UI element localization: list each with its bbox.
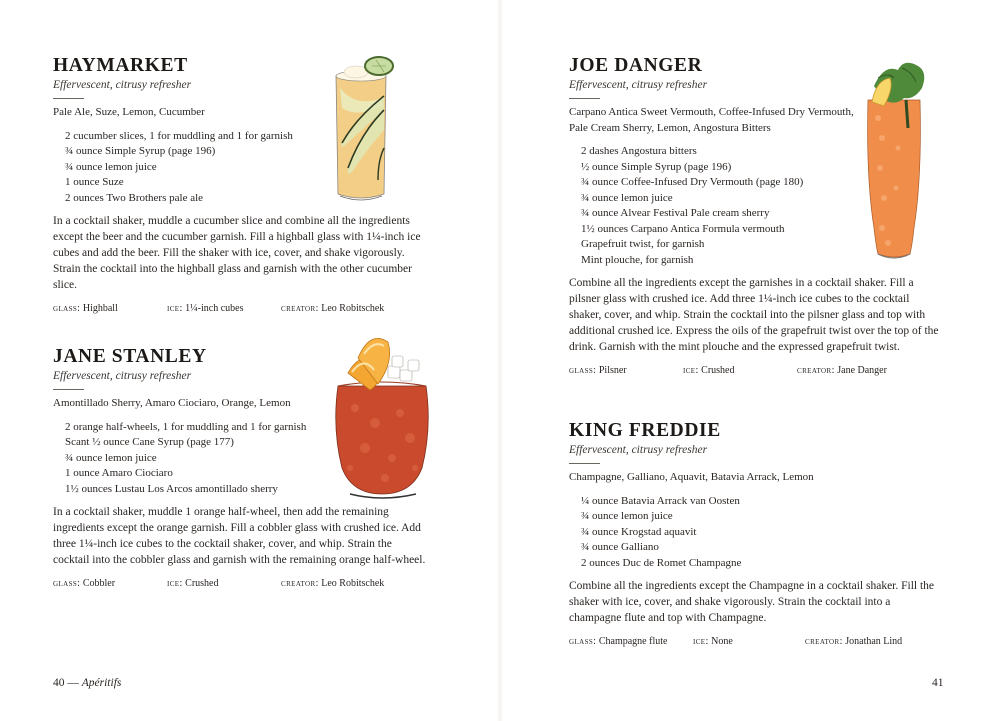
ingredient-item: Grapefruit twist, for garnish bbox=[581, 238, 705, 250]
ingredient-item: ¾ ounce Alvear Festival Pale cream sherry bbox=[581, 207, 770, 219]
recipe-tagline: Pale Ale, Suze, Lemon, Cucumber bbox=[53, 106, 205, 118]
recipe-subtitle: Effervescent, citrusy refresher bbox=[569, 444, 708, 456]
creator-info bbox=[281, 302, 384, 315]
ingredient-item: 2 cucumber slices, 1 for muddling and 1 for garnish bbox=[65, 129, 293, 142]
ice-info bbox=[167, 302, 281, 315]
recipe-meta bbox=[569, 364, 941, 377]
glass-label: glass: bbox=[53, 303, 81, 314]
ingredient-item: 1½ ounces Lustau Los Arcos amontillado sherry bbox=[65, 482, 278, 495]
ice-label: ice: bbox=[167, 303, 183, 314]
divider bbox=[569, 463, 600, 464]
recipe-tagline: Carpano Antica Sweet Vermouth, Coffee-Infused Dry Vermouth, Pale Cream Sherry, Lemon, Angostura Bitters bbox=[569, 106, 854, 134]
folio-separator: — bbox=[67, 677, 79, 689]
recipe-meta bbox=[569, 635, 941, 648]
recipe-tagline: Champagne, Galliano, Aquavit, Batavia Arrack, Lemon bbox=[569, 471, 814, 483]
recipe-subtitle: Effervescent, citrusy refresher bbox=[53, 370, 192, 382]
ingredient-item: 2 dashes Angostura bitters bbox=[581, 145, 697, 157]
divider bbox=[53, 98, 84, 99]
cobbler-glass-orange-illustration bbox=[330, 328, 435, 500]
recipe-subtitle: Effervescent, citrusy refresher bbox=[53, 79, 192, 91]
ice-value: Crushed bbox=[701, 365, 735, 376]
glass-label: glass: bbox=[53, 578, 81, 589]
ingredient-item: ¾ ounce lemon juice bbox=[65, 160, 157, 173]
ice-info bbox=[683, 364, 797, 377]
page-number-left bbox=[53, 677, 121, 689]
recipe-king-freddie bbox=[569, 420, 941, 648]
ingredient-item: 2 ounces Duc de Romet Champagne bbox=[581, 556, 742, 569]
folio-number: 40 bbox=[53, 677, 65, 689]
recipe-title: KING FREDDIE bbox=[569, 420, 721, 441]
ingredient-item: 1 ounce Amaro Ciociaro bbox=[65, 467, 173, 479]
ice-value: 1¼-inch cubes bbox=[185, 303, 244, 314]
ingredient-item: ¾ ounce lemon juice bbox=[581, 510, 673, 522]
recipe-method: In a cocktail shaker, muddle a cucumber slice and combine all the ingredients except the beer and the cucumber garnish. Fill a highball glass with 1¼-inch ice cubes and add the beer. Fill the shaker with ice, cover, and shake vigorously. Strain the cocktail into the highball glass and garnish with the other cucumber slice. bbox=[53, 215, 421, 291]
ingredient-item: Scant ½ ounce Cane Syrup (page 177) bbox=[65, 436, 234, 448]
ingredient-item: 1 ounce Suze bbox=[65, 176, 124, 188]
glass-value: Highball bbox=[82, 303, 118, 314]
highball-glass-cucumber-illustration bbox=[326, 48, 396, 206]
ice-info bbox=[167, 577, 281, 590]
ingredient-item: 1½ ounces Carpano Antica Formula vermouth bbox=[581, 222, 785, 235]
ice-label: ice: bbox=[693, 636, 709, 647]
ingredient-item: 2 ounces Two Brothers pale ale bbox=[65, 191, 204, 204]
creator-label: creator: bbox=[281, 578, 319, 589]
ice-value: Crushed bbox=[185, 578, 219, 589]
creator-value: Leo Robitschek bbox=[321, 303, 385, 314]
ingredient-list bbox=[581, 494, 941, 572]
ice-label: ice: bbox=[167, 578, 183, 589]
divider bbox=[569, 98, 600, 99]
creator-info bbox=[797, 364, 887, 377]
recipe-method: In a cocktail shaker, muddle 1 orange half-wheel, then add the remaining ingredients except the orange garnish. Fill a cobbler glass with crushed ice. Add three 1¼-inch ice cubes to the cocktail shaker, cover, and whip. Strain the cocktail into the cobbler glass and garnish with the remaining orange half-wheel. bbox=[53, 506, 426, 566]
glass-info bbox=[53, 302, 167, 315]
creator-label: creator: bbox=[805, 636, 843, 647]
glass-value: Pilsner bbox=[598, 365, 627, 376]
recipe-title: HAYMARKET bbox=[53, 55, 188, 76]
ice-info bbox=[693, 635, 805, 648]
page-number-right bbox=[932, 677, 944, 689]
recipe-subtitle: Effervescent, citrusy refresher bbox=[569, 79, 708, 91]
glass-value: Cobbler bbox=[82, 578, 116, 589]
pilsner-glass-mint-illustration bbox=[858, 58, 930, 263]
recipe-method: Combine all the ingredients except the Champagne in a cocktail shaker. Fill the shaker with ice, cover, and shake vigorously. Strain the cocktail into a champagne flute and top with Champagne. bbox=[569, 580, 935, 624]
ingredient-item: ½ ounce Simple Syrup (page 196) bbox=[581, 160, 732, 173]
ingredient-item: ¾ ounce lemon juice bbox=[581, 191, 673, 204]
folio-number: 41 bbox=[932, 677, 944, 689]
folio-section: Apéritifs bbox=[81, 677, 122, 689]
creator-value: Jane Danger bbox=[837, 365, 887, 376]
creator-label: creator: bbox=[281, 303, 319, 314]
ingredient-item: ¼ ounce Batavia Arrack van Oosten bbox=[581, 494, 740, 507]
recipe-meta bbox=[53, 302, 428, 315]
recipe-tagline: Amontillado Sherry, Amaro Ciociaro, Orange, Lemon bbox=[53, 397, 291, 409]
ingredient-item: ¾ ounce lemon juice bbox=[65, 451, 157, 464]
divider bbox=[53, 389, 84, 390]
recipe-title: JANE STANLEY bbox=[53, 346, 207, 367]
glass-info bbox=[53, 577, 167, 590]
ingredient-item: ¾ ounce Galliano bbox=[581, 541, 659, 553]
creator-value: Leo Robitschek bbox=[321, 578, 385, 589]
ingredient-item: 2 orange half-wheels, 1 for muddling and 1 for garnish bbox=[65, 420, 307, 433]
recipe-method: Combine all the ingredients except the garnishes in a cocktail shaker. Fill a pilsner glass with crushed ice. Add three 1¼-inch ice cubes to the cocktail shaker, cover, and whip. Strain the cocktail into the pilsner glass and top with additional crushed ice. Express the oils of the grapefruit twist over the top of the drink. Garnish with the mint plouche and the expressed grapefruit twist. bbox=[569, 277, 939, 353]
creator-info bbox=[281, 577, 384, 590]
creator-info bbox=[805, 635, 902, 648]
ice-label: ice: bbox=[683, 365, 699, 376]
ice-value: None bbox=[711, 636, 733, 647]
recipe-meta bbox=[53, 577, 428, 590]
creator-value: Jonathan Lind bbox=[845, 636, 903, 647]
glass-label: glass: bbox=[569, 636, 597, 647]
ingredient-item: ¾ ounce Coffee-Infused Dry Vermouth (page 180) bbox=[581, 176, 804, 188]
ingredient-item: ¾ ounce Simple Syrup (page 196) bbox=[65, 145, 216, 157]
recipe-title: JOE DANGER bbox=[569, 55, 703, 76]
glass-info bbox=[569, 364, 683, 377]
glass-info bbox=[569, 635, 693, 648]
glass-value: Champagne flute bbox=[598, 636, 668, 647]
book-gutter bbox=[497, 0, 503, 721]
ingredient-item: Mint plouche, for garnish bbox=[581, 253, 694, 266]
ingredient-item: ¾ ounce Krogstad aquavit bbox=[581, 525, 697, 538]
creator-label: creator: bbox=[797, 365, 835, 376]
glass-label: glass: bbox=[569, 365, 597, 376]
